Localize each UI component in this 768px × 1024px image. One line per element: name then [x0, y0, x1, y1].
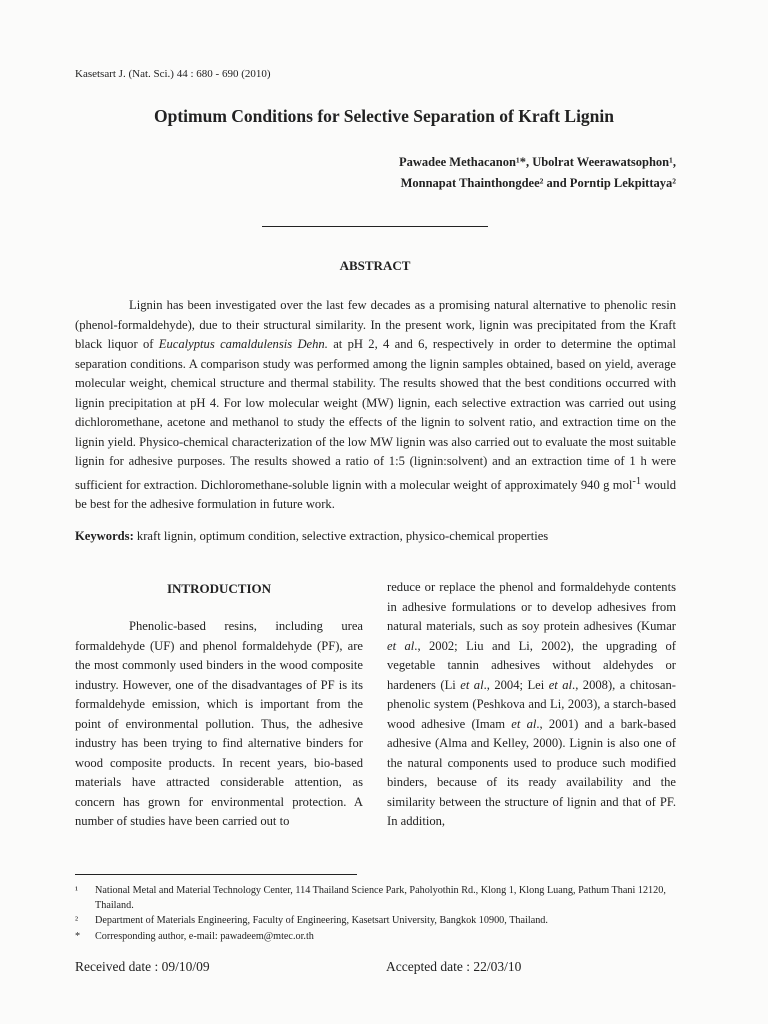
received-date: Received date : 09/10/09 [75, 959, 210, 974]
introduction-left-column [75, 617, 363, 832]
footnote-mark: ² [75, 915, 79, 927]
footnotes [75, 883, 681, 944]
intro-right-s1: reduce or replace the phenol and formaldehyde contents in adhesive formulations or to develop adhesives from natural materials, such as soy protein adhesives (Kumar [387, 580, 676, 633]
intro-right-s2: ., 2002; Liu and Li, 2002), the upgrading of vegetable tannin adhesives without aldehydes or hardeners (Li [387, 638, 676, 692]
author-line-2: Monnapat Thainthongdee² and Porntip Lekpittaya² [400, 176, 676, 190]
author-list [399, 152, 676, 194]
abstract-superscript: -1 [632, 475, 642, 487]
et-al: et al [387, 638, 415, 653]
et-al: et al [511, 716, 537, 731]
intro-right-s5: ., 2001) and a bark-based adhesive (Alma and Kelley, 2000). Lignin is also one of the natural components used to produce such modified binders, because of its ready availability and the similarity between the structure of lignin and that of PF. In addition, [387, 716, 676, 828]
journal-reference: Kasetsart J. (Nat. Sci.) 44 : 680 - 690 (2010) [75, 68, 271, 80]
et-al: et al [460, 677, 484, 692]
accepted-date: Accepted date : 22/03/10 [386, 959, 522, 974]
intro-right-s4: ., 2008), a chitosan-phenolic system (Peshkova and Li, 2003), a starch-based wood adhesive (Imam [387, 677, 676, 731]
footnote-text: National Metal and Material Technology Center, 114 Thailand Science Park, Paholyothin Rd., Klong 1, Klong Luang, Pathum Thani 12120, Thailand. [95, 885, 666, 912]
footnote-text: Corresponding author, e-mail: pawadeem@mtec.or.th [95, 930, 314, 942]
keywords-text: kraft lignin, optimum condition, selective extraction, physico-chemical properties [133, 529, 549, 543]
abstract-species: Eucalyptus camaldulensis Dehn. [158, 337, 328, 351]
paper-title: Optimum Conditions for Selective Separation of Kraft Lignin [153, 106, 615, 126]
abstract-text-c: would be best for the adhesive formulation in future work. [75, 477, 676, 512]
intro-right-s3: ., 2004; Lei [483, 677, 549, 692]
abstract-text-b: at pH 2, 4 and 6, respectively in order to determine the optimal separation conditions. A comparison study was performed among the lignin samples obtained, based on yield, average molecular weight, chemical structure and thermal stability. The results showed that the best conditions occurred with lignin precipitation at pH 4. For low molecular weight (MW) lignin, each selective extraction was carried out using dichloromethane, acetone and methanol to study the effects of the lignin to solvent ratio, and extraction time on the lignin yield. Physico-chemical characterization of the low MW lignin was also carried out to evaluate the most suitable lignin for adhesive purposes. The results showed a ratio of 1:5 (lignin:solvent) and an extraction time of 1 h were sufficient for extraction. Dichloromethane-soluble lignin with a molecular weight of approximately 940 g mol [75, 337, 677, 492]
keywords-label: Keywords: [75, 529, 134, 543]
keywords [75, 529, 676, 544]
abstract-text-a: Lignin has been investigated over the last few decades as a promising natural alternative to phenolic resin (phenol-formaldehyde), due to their structural similarity. In the present work, lignin was precipitated from the Kraft black liquor of [75, 298, 676, 351]
footnote [75, 929, 681, 944]
et-al: et al [548, 677, 573, 692]
introduction-right-column [387, 578, 676, 832]
introduction-heading: INTRODUCTION [166, 581, 271, 596]
author-line-1: Pawadee Methacanon¹*, Ubolrat Weerawatsophon¹, [398, 155, 676, 169]
intro-left-text: Phenolic-based resins, including urea formaldehyde (UF) and phenol formaldehyde (PF), are the most commonly used binders in the wood composite industry. However, one of the disadvantages of PF is its formaldehyde emission, which is important from the point of environmental pollution. Thus, the adhesive industry has been trying to find alternative binders for wood composite products. In recent years, bio-based materials have attracted considerable attention, as concern has grown for environmental protection. A number of studies have been carried out to [75, 619, 363, 828]
title-divider [262, 226, 488, 227]
footnote [75, 913, 681, 928]
footnote-text: Department of Materials Engineering, Faculty of Engineering, Kasetsart University, Bangkok 10900, Thailand. [95, 915, 548, 927]
footnote [75, 883, 681, 913]
footnote-mark: ¹ [75, 885, 79, 896]
footnote-divider [75, 874, 357, 875]
abstract-heading: ABSTRACT [339, 258, 411, 273]
abstract-body [75, 296, 676, 515]
footnote-mark: * [75, 930, 81, 942]
